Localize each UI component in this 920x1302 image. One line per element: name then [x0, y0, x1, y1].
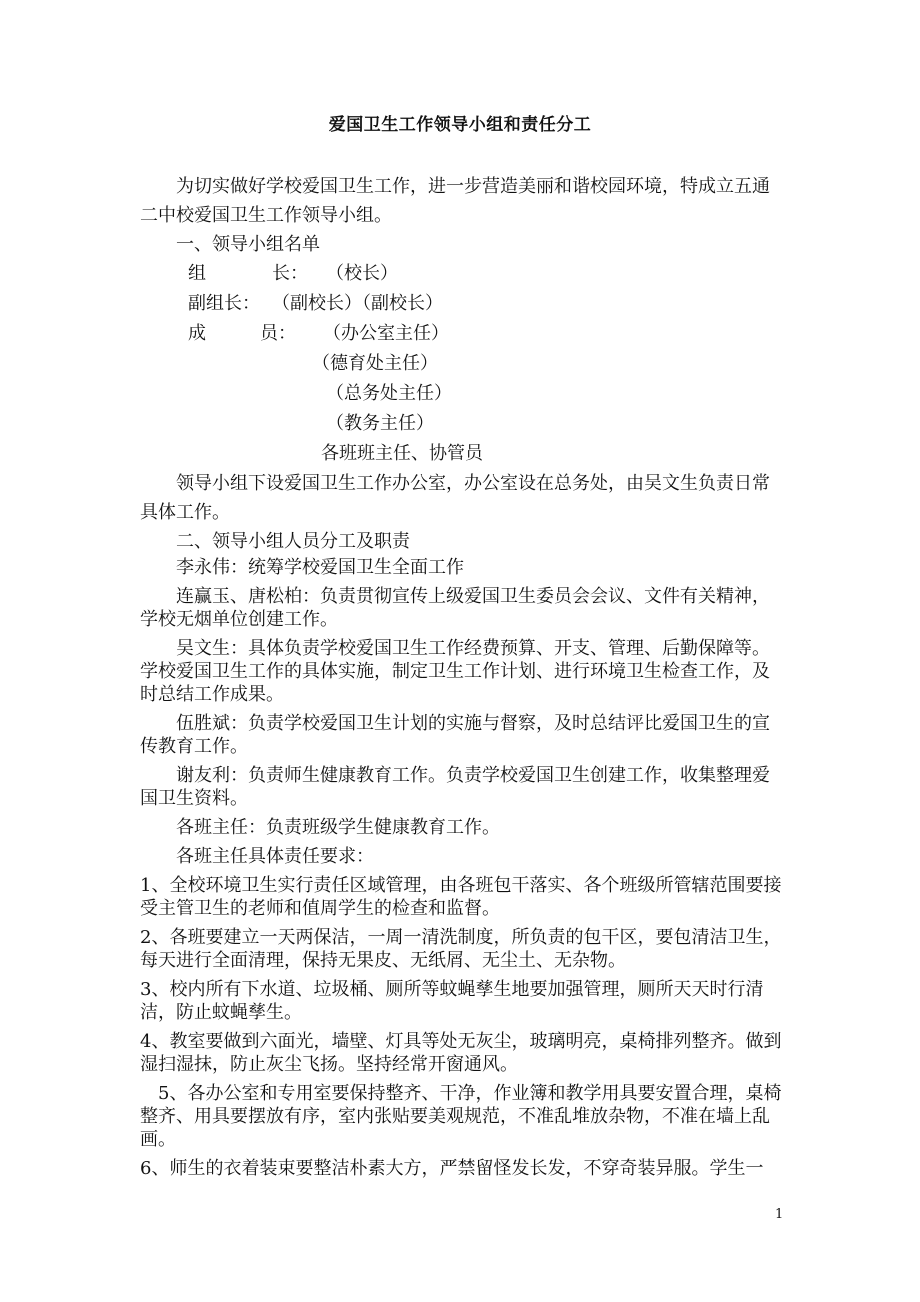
requirement-item: 2、各班要建立一天两保洁，一周一清洗制度，所负责的包干区，要包清洁卫生，每天进行全面清理，保持无果皮、无纸屑、无尘土、无杂物。 [140, 927, 782, 971]
duty-paragraph: 李永伟：统筹学校爱国卫生全面工作 [176, 557, 464, 578]
member-value: （德育处主任） [312, 353, 438, 374]
roster-row-member [140, 379, 782, 409]
deputy-label: 副组长： [188, 293, 260, 314]
roster-row-members [140, 319, 782, 349]
duty-paragraph: 伍胜斌：负责学校爱国卫生计划的实施与督察，及时总结评比爱国卫生的宣传教育工作。 [140, 713, 770, 757]
leader-value: （校长） [326, 263, 398, 284]
section1-heading: 一、领导小组名单 [176, 234, 320, 255]
duty-paragraph: 各班主任：负责班级学生健康教育工作。 [176, 817, 500, 838]
requirement-item: 4、教室要做到六面光，墙壁、灯具等处无灰尘，玻璃明亮，桌椅排列整齐。做到湿扫湿抹，防止灰尘飞扬。坚持经常开窗通风。 [140, 1031, 782, 1075]
requirement-item: 1、全校环境卫生实行责任区域管理，由各班包干落实、各个班级所管辖范围要接受主管卫生的老师和值周学生的检查和监督。 [140, 875, 782, 919]
roster-row-member [140, 439, 782, 469]
member-label-a: 成 [188, 323, 206, 344]
member-value: （办公室主任） [323, 323, 449, 344]
roster-row-member [140, 349, 782, 379]
requirements-list [140, 874, 782, 1180]
member-label-b: 员： [260, 323, 296, 344]
duty-paragraph: 各班主任具体责任要求： [176, 846, 374, 867]
document-body [140, 172, 782, 1186]
roster-row-deputy [140, 289, 782, 319]
member-value: （总务处主任） [326, 383, 452, 404]
duty-paragraph: 吴文生：具体负责学校爱国卫生工作经费预算、开支、管理、后勤保障等。学校爱国卫生工作的具体实施，制定卫生工作计划、进行环境卫生检查工作，及时总结工作成果。 [140, 638, 770, 705]
intro-paragraph: 为切实做好学校爱国卫生工作，进一步营造美丽和谐校园环境，特成立五通二中校爱国卫生工作领导小组。 [140, 176, 770, 226]
requirement-item: 3、校内所有下水道、垃圾桶、厕所等蚊蝇孳生地要加强管理，厕所天天时行清洁，防止蚊蝇孳生。 [140, 979, 764, 1023]
office-note: 领导小组下设爱国卫生工作办公室，办公室设在总务处，由吴文生负责日常具体工作。 [140, 473, 770, 523]
leader-label-a: 组 [188, 263, 206, 284]
duty-paragraph: 谢友利：负责师生健康教育工作。负责学校爱国卫生创建工作，收集整理爱国卫生资料。 [140, 765, 770, 809]
member-value: 各班班主任、协管员 [321, 443, 483, 464]
section2-heading: 二、领导小组人员分工及职责 [176, 531, 410, 552]
page-number: 1 [775, 1207, 784, 1222]
leadership-roster [140, 259, 782, 469]
requirement-item: 6、师生的衣着装束要整洁朴素大方，严禁留怪发长发，不穿奇装异服。学生一 [140, 1158, 764, 1179]
duty-paragraph: 连赢玉、唐松柏：负责贯彻宣传上级爱国卫生委员会会议、文件有关精神，学校无烟单位创建工作。 [140, 586, 770, 630]
deputy-value: （副校长）（副校长） [272, 293, 443, 314]
requirement-item: 5、各办公室和专用室要保持整齐、干净，作业簿和教学用具要安置合理，桌椅整齐、用具要摆放有序，室内张贴要美观规范，不准乱堆放杂物，不准在墙上乱画。 [140, 1083, 782, 1150]
page-title: 爱国卫生工作领导小组和责任分工 [328, 115, 592, 135]
roster-row-leader [140, 259, 782, 289]
roster-row-member [140, 409, 782, 439]
member-value: （教务主任） [326, 413, 434, 434]
leader-label-b: 长： [272, 263, 308, 284]
